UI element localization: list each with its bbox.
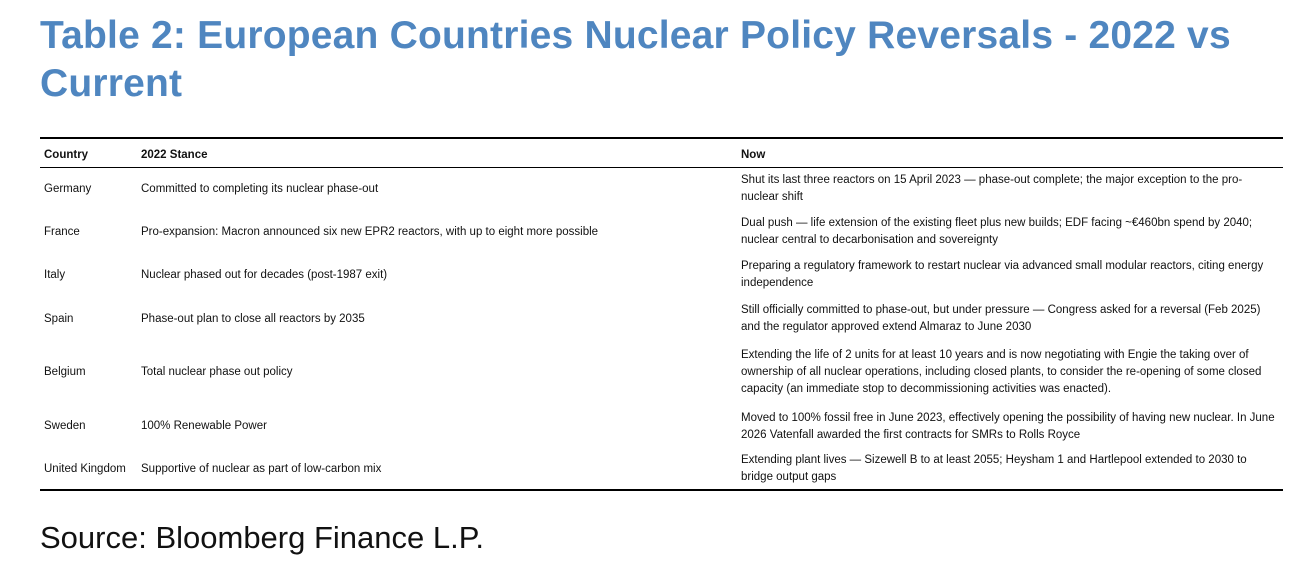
table-row <box>40 168 1283 211</box>
cell-now: Still officially committed to phase-out, but under pressure — Congress asked for a reversal (Feb 2025) and the regulator approved extend Almaraz to June 2030 <box>741 304 1261 333</box>
cell-now: Extending the life of 2 units for at least 10 years and is now negotiating with Engie the taking over of ownership of all nuclear operations, including closed plants, to consider the re-opening of some closed capacity (an immediate stop to decommissioning activities was enacted). <box>741 349 1262 395</box>
cell-country: Belgium <box>44 366 86 378</box>
policy-table <box>40 137 1283 491</box>
cell-2022-stance: Supportive of nuclear as part of low-carbon mix <box>141 462 382 475</box>
cell-2022-stance: Committed to completing its nuclear phase-out <box>141 182 379 195</box>
cell-country: Sweden <box>44 420 86 432</box>
policy-table-container <box>40 137 1283 491</box>
cell-country: Spain <box>44 312 74 325</box>
table-row <box>40 297 1283 342</box>
table-row <box>40 404 1283 450</box>
cell-2022-stance: Pro-expansion: Macron announced six new EPR2 reactors, with up to eight more possible <box>141 225 599 238</box>
cell-now: Preparing a regulatory framework to restart nuclear via advanced small modular reactors, citing energy independence <box>741 260 1264 289</box>
table-row <box>40 254 1283 297</box>
table-row <box>40 211 1283 254</box>
cell-country: France <box>44 225 80 238</box>
table-header-row <box>40 138 1283 168</box>
cell-2022-stance: Phase-out plan to close all reactors by 2035 <box>141 312 365 325</box>
cell-2022-stance: Total nuclear phase out policy <box>141 366 293 378</box>
table-row <box>40 450 1283 490</box>
header-country: Country <box>44 148 89 161</box>
cell-now: Extending plant lives — Sizewell B to at least 2055; Heysham 1 and Hartlepool extended to 2030 to bridge output gaps <box>741 454 1247 483</box>
cell-2022-stance: Nuclear phased out for decades (post-1987 exit) <box>141 268 388 281</box>
cell-now: Dual push — life extension of the existing fleet plus new builds; EDF facing ~€460bn spend by 2040; nuclear central to decarbonisation and sovereignty <box>741 217 1253 246</box>
table-row <box>40 342 1283 404</box>
cell-country: United Kingdom <box>44 462 126 475</box>
cell-now: Shut its last three reactors on 15 April 2023 — phase-out complete; the major exception to the pro-nuclear shift <box>741 174 1243 204</box>
cell-now: Moved to 100% fossil free in June 2023, effectively opening the possibility of having new nuclear. In June 2026 Vatenfall awarded the first contracts for SMRs to Rolls Royce <box>741 411 1275 441</box>
source-note: Source: Bloomberg Finance L.P. <box>40 520 485 555</box>
header-now: Now <box>741 148 766 161</box>
page-title: Table 2: European Countries Nuclear Policy Reversals - 2022 vs Current <box>40 14 1231 105</box>
cell-country: Germany <box>44 182 92 195</box>
header-2022-stance: 2022 Stance <box>141 148 208 161</box>
cell-country: Italy <box>44 268 66 281</box>
cell-2022-stance: 100% Renewable Power <box>141 420 267 432</box>
